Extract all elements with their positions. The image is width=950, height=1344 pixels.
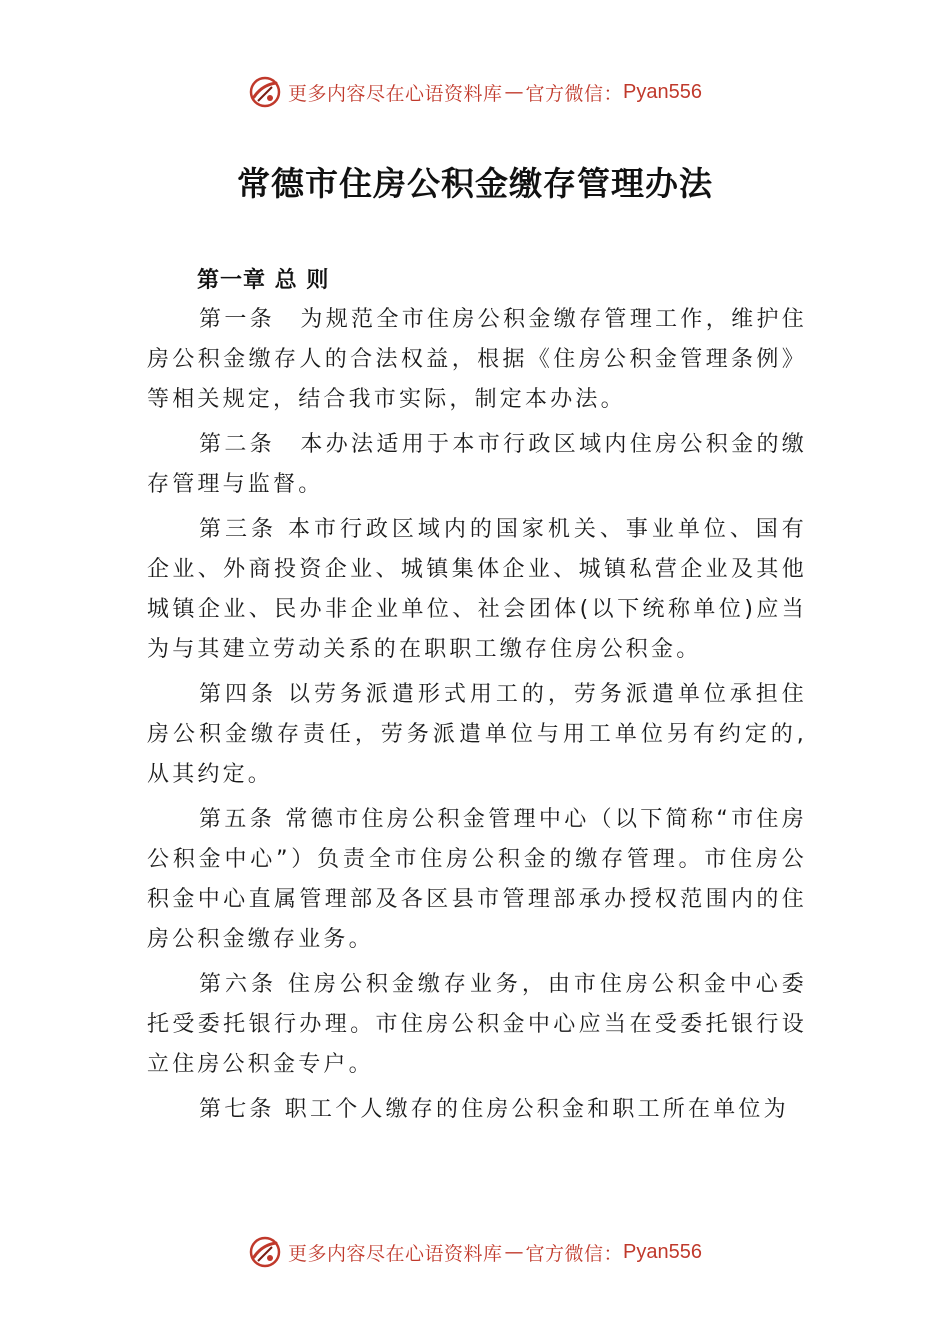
article-3: 第三条 本市行政区域内的国家机关、事业单位、国有企业、外商投资企业、城镇集体企业、城镇私营企业及其他城镇企业、民办非企业单位、社会团体(以下统称单位)应当为与其建立劳动关系的在职职工缴存住房公积金。 xyxy=(147,517,807,662)
article-6: 第六条 住房公积金缴存业务，由市住房公积金中心委托受委托银行办理。市住房公积金中心应当在受委托银行设立住房公积金专户。 xyxy=(147,972,807,1077)
watermark-separator: — xyxy=(504,1241,524,1263)
watermark-label: 官方微信： xyxy=(525,82,624,105)
watermark-header xyxy=(0,72,950,112)
watermark-label: 官方微信： xyxy=(525,1242,624,1265)
watermark-id: Pyan556 xyxy=(623,1240,702,1263)
brand-logo-icon xyxy=(248,75,282,109)
article-5: 第五条 常德市住房公积金管理中心（以下简称“市住房公积金中心”）负责全市住房公积金的缴存管理。市住房公积金中心直属管理部及各区县市管理部承办授权范围内的住房公积金缴存业务。 xyxy=(147,807,807,952)
watermark-id: Pyan556 xyxy=(623,80,702,103)
brand-logo-icon xyxy=(248,1235,282,1269)
document-title: 常德市住房公积金缴存管理办法 xyxy=(237,164,713,203)
article-2: 第二条 本办法适用于本市行政区域内住房公积金的缴存管理与监督。 xyxy=(147,432,807,497)
document-body xyxy=(147,262,807,1135)
chapter-heading: 第一章 总 则 xyxy=(197,268,330,293)
article-4: 第四条 以劳务派遣形式用工的，劳务派遣单位承担住房公积金缴存责任，劳务派遣单位与用工单位另有约定的,从其约定。 xyxy=(147,682,807,787)
watermark-text: 更多内容尽在心语资料库 xyxy=(288,82,503,105)
watermark-text: 更多内容尽在心语资料库 xyxy=(288,1242,503,1265)
article-1: 第一条 为规范全市住房公积金缴存管理工作，维护住房公积金缴存人的合法权益，根据《住房公积金管理条例》等相关规定，结合我市实际，制定本办法。 xyxy=(147,307,807,412)
watermark-separator: — xyxy=(504,81,524,103)
watermark-footer xyxy=(0,1232,950,1272)
article-7: 第七条 职工个人缴存的住房公积金和职工所在单位为 xyxy=(199,1097,789,1122)
